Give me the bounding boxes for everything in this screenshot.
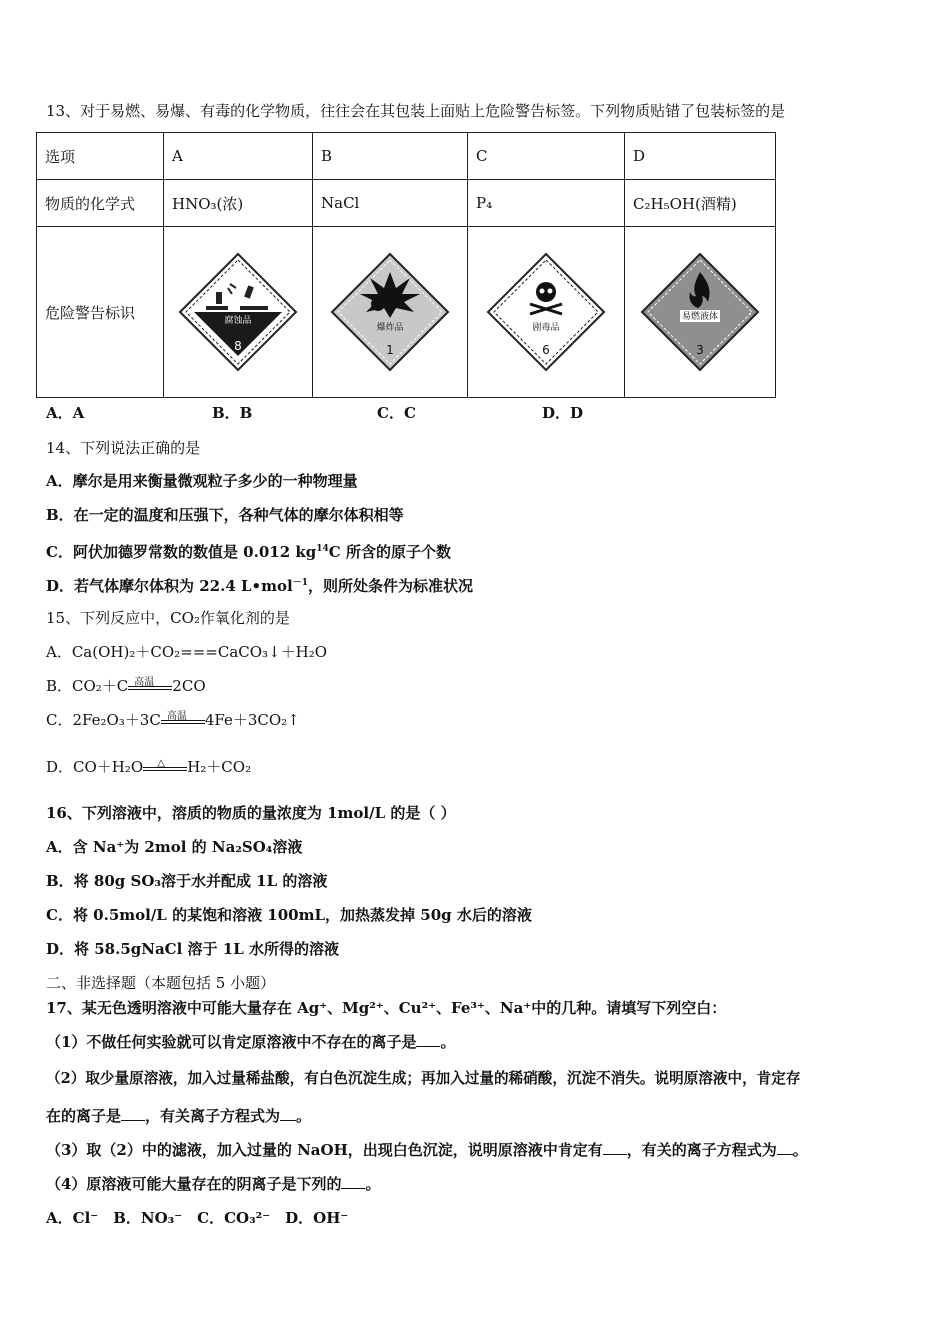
q15-b-pre: B．CO₂＋C [46,677,129,695]
cell-sign-c [468,227,625,398]
q17-options[interactable]: A．Cl⁻ B．NO₃⁻ C．CO₃²⁻ D．OH⁻ [46,1209,349,1227]
q17-part2-line2 [46,1105,311,1127]
q17-p2-pre: 在的离子是 [46,1107,122,1125]
sign-d-num: 3 [696,343,704,357]
answer-blank[interactable] [341,1188,365,1189]
cell-header-a: A [164,133,313,180]
q17-p3-pre: （3）取（2）中的滤液，加入过量的 NaOH，出现白色沉淀，说明原溶液中肯定有 [46,1141,603,1159]
sign-c-text: 剧毒品 [532,323,560,333]
cell-header-c: C [468,133,625,180]
cell-sign-a [164,227,313,398]
section-title: 二、非选择题（本题包括 5 小题） [46,974,276,992]
q17-p1-post: 。 [440,1033,456,1051]
high-temp-sign [161,711,205,728]
q16-option-b[interactable]: B．将 80g SO₃溶于水并配成 1L 的溶液 [46,872,328,890]
cell-formula-a: HNO₃(浓) [164,180,313,227]
q13-option-b[interactable]: B．B [212,404,253,422]
q14-c-sup: 14 [316,544,329,554]
q14-c-pre: C．阿伏加德罗常数的数值是 0.012 kg [46,543,317,561]
q16-option-c[interactable]: C．将 0.5mol/L 的某饱和溶液 100mL，加热蒸发掉 50g 水后的溶液 [46,906,532,924]
sign-b-text: 爆炸品 [376,323,404,333]
answer-blank[interactable] [777,1154,793,1155]
q13-option-a[interactable]: A．A [46,404,85,422]
cell-header-d: D [625,133,776,180]
answer-blank[interactable] [416,1046,440,1047]
q13-option-c[interactable]: C．C [377,404,416,422]
cell-formula-label: 物质的化学式 [37,180,164,227]
sign-d-text: 易燃液体 [681,312,719,322]
q15-c-cond: 高温 [166,711,187,722]
q17-stem: 17、某无色透明溶液中可能大量存在 Ag⁺、Mg²⁺、Cu²⁺、Fe³⁺、Na⁺中的几种。请填写下列空白： [46,999,727,1017]
answer-blank[interactable] [603,1154,627,1155]
cell-header-option: 选项 [37,133,164,180]
q14-stem: 14、下列说法正确的是 [46,439,201,457]
flame-icon [638,250,762,374]
q14-option-a[interactable]: A．摩尔是用来衡量微观粒子多少的一种物理量 [46,472,358,490]
q13-option-d[interactable]: D．D [542,404,584,422]
cell-sign-label: 危险警告标识 [37,227,164,398]
cell-formula-b: NaCl [313,180,468,227]
q17-p1-pre: （1）不做任何实验就可以肯定原溶液中不存在的离子是 [46,1033,417,1051]
q14-option-b[interactable]: B．在一定的温度和压强下，各种气体的摩尔体积相等 [46,506,404,524]
hazard-table [36,132,776,398]
q14-d-sup: －1 [292,578,308,588]
q15-option-d[interactable] [46,756,251,778]
q15-option-a[interactable]: A．Ca(OH)₂＋CO₂===CaCO₃↓＋H₂O [46,643,328,661]
high-temp-sign [128,677,172,694]
cell-sign-b [313,227,468,398]
sign-a-num: 8 [234,339,242,353]
cell-header-b: B [313,133,468,180]
q17-p3-mid: ，有关的离子方程式为 [626,1141,777,1159]
cell-formula-c: P₄ [468,180,625,227]
q15-d-cond: △ [157,758,165,769]
q17-part2-line1: （2）取少量原溶液，加入过量稀盐酸，有白色沉淀生成；再加入过量的稀硝酸，沉淀不消失。说明原溶液中，肯定存 [46,1070,801,1087]
q16-option-a[interactable]: A．含 Na⁺为 2mol 的 Na₂SO₄溶液 [46,838,303,856]
sign-a-text: 腐蚀品 [224,316,252,326]
q15-b-cond: 高温 [134,677,155,688]
q17-p2-mid: ，有关离子方程式为 [145,1107,281,1125]
q15-option-b[interactable] [46,675,206,697]
q17-p3-post: 。 [792,1141,808,1159]
q17-p2-post: 。 [296,1107,312,1125]
explosive-icon [328,250,452,374]
q14-d-post: ，则所处条件为标准状况 [307,577,473,595]
q15-d-pre: D．CO＋H₂O [46,758,144,776]
q14-d-pre: D．若气体摩尔体积为 22.4 L•mol [46,577,293,595]
answer-blank[interactable] [121,1120,145,1121]
corrosive-icon [176,250,300,374]
q15-stem: 15、下列反应中，CO₂作氧化剂的是 [46,609,290,627]
skull-icon [484,250,608,374]
q17-p4-pre: （4）原溶液可能大量存在的阴离子是下列的 [46,1175,342,1193]
sign-c-num: 6 [542,343,550,357]
q17-part4 [46,1173,380,1195]
q14-c-post: C 所含的原子个数 [328,543,451,561]
q15-c-pre: C．2Fe₂O₃＋3C [46,711,161,729]
q14-option-c[interactable] [46,538,451,563]
answer-blank[interactable] [280,1120,296,1121]
q17-part3 [46,1139,808,1161]
heat-sign [143,758,187,775]
q13-stem: 13、对于易燃、易爆、有毒的化学物质，往往会在其包装上面贴上危险警告标签。下列物质贴错了包装标签的是 [46,102,786,120]
sign-b-num: 1 [386,343,394,357]
q15-b-post: 2CO [172,677,206,695]
q15-option-c[interactable] [46,709,300,731]
q16-option-d[interactable]: D．将 58.5gNaCl 溶于 1L 水所得的溶液 [46,940,339,958]
cell-sign-d [625,227,776,398]
cell-formula-d: C₂H₅OH(酒精) [625,180,776,227]
q15-d-post: H₂＋CO₂ [187,758,252,776]
q15-c-post: 4Fe＋3CO₂↑ [204,711,300,729]
q17-p4-post: 。 [365,1175,381,1193]
q17-part1 [46,1031,455,1053]
q14-option-d[interactable] [46,572,473,597]
q16-stem: 16、下列溶液中，溶质的物质的量浓度为 1mol/L 的是（ ） [46,804,456,822]
